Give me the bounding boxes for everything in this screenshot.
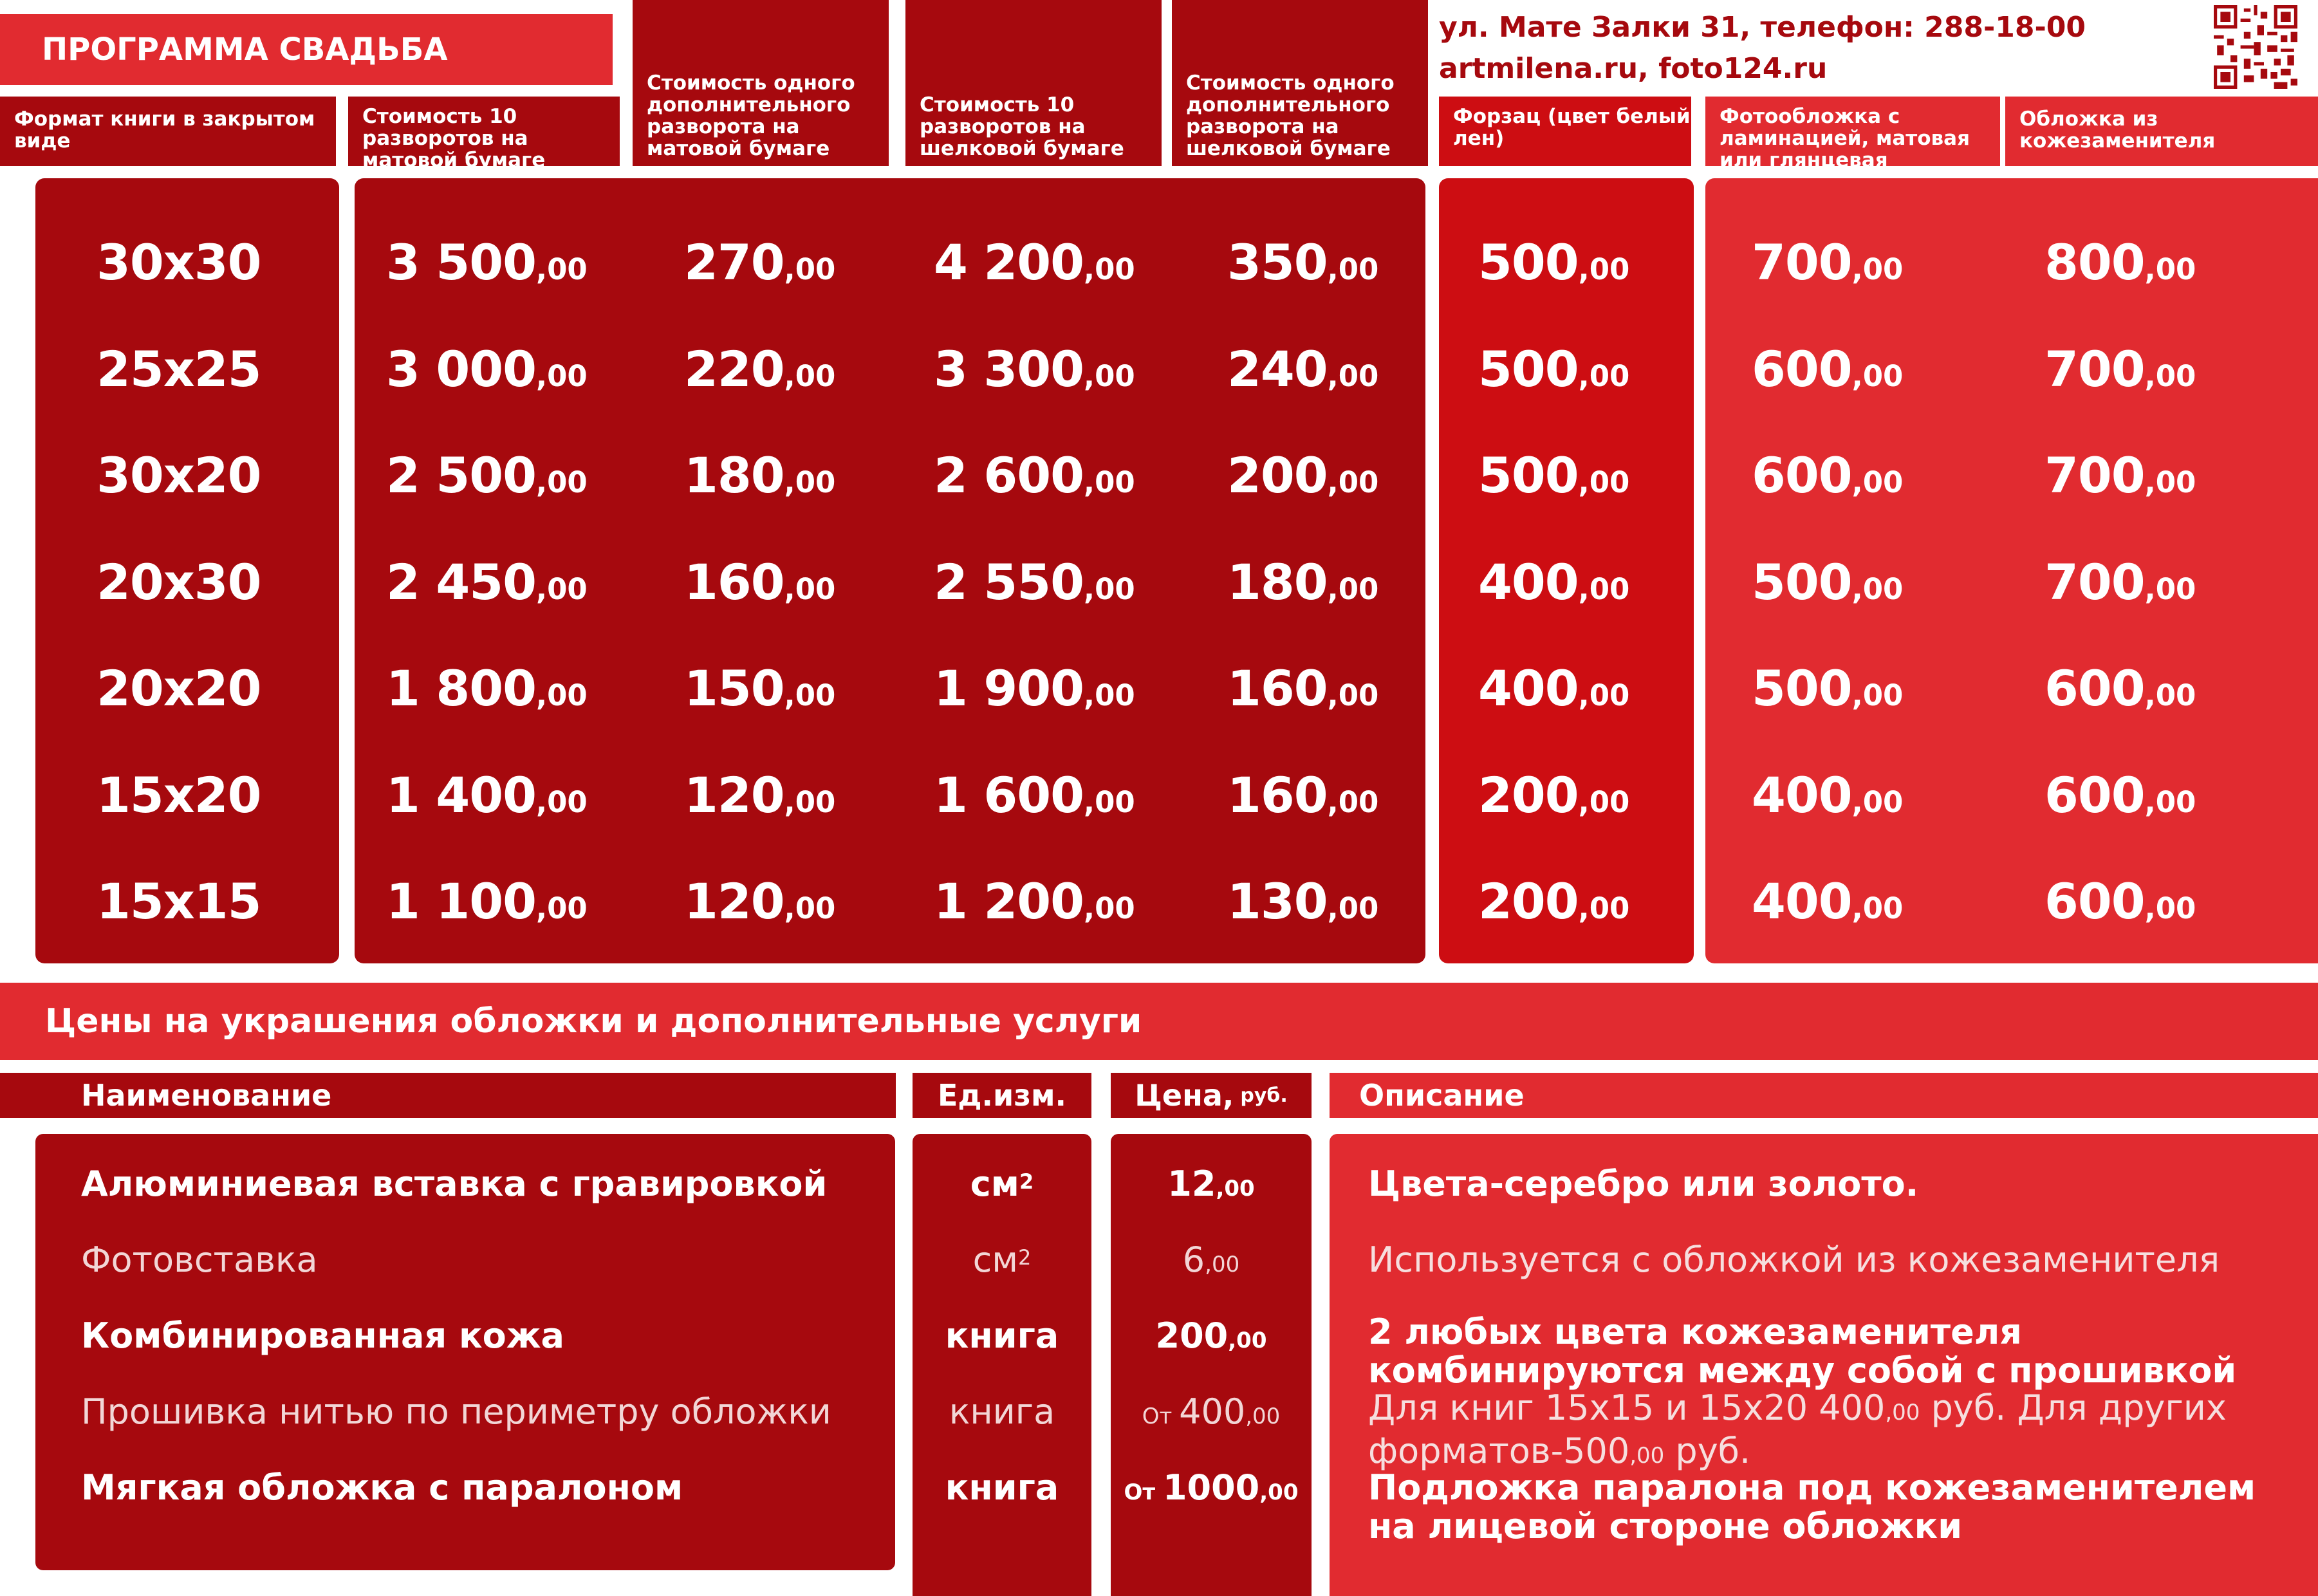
- price-cell-silk-extra: 160,00: [1227, 766, 1379, 824]
- price-cell-matte-extra: 270,00: [684, 234, 836, 291]
- service-price: 12,00: [1167, 1164, 1255, 1204]
- price-cell-leather-cover: 600,00: [2044, 766, 2196, 824]
- header-endpaper: Форзац (цвет белый лен): [1439, 97, 1691, 166]
- price-cell-photo-cover: 500,00: [1752, 660, 1904, 717]
- price-cell-format: 30x30: [97, 234, 261, 291]
- services-header-description: Описание: [1330, 1073, 2318, 1118]
- service-unit: книга: [949, 1391, 1055, 1432]
- price-cell-format: 25x25: [97, 340, 261, 398]
- service-name: Комбинированная кожа: [81, 1315, 564, 1356]
- price-cell-matte-extra: 160,00: [684, 553, 836, 611]
- header-silk-extra: Стоимость одного дополнительного разворота на шелковой бумаге: [1172, 0, 1428, 166]
- service-name: Прошивка нитью по периметру обложки: [81, 1391, 831, 1432]
- price-cell-matte-extra: 220,00: [684, 340, 836, 398]
- header-format: Формат книги в закрытом виде: [0, 97, 336, 166]
- price-cell-matte10: 1 400,00: [386, 766, 588, 824]
- services-header-price: Цена, руб.: [1111, 1073, 1312, 1118]
- price-cell-leather-cover: 700,00: [2044, 340, 2196, 398]
- price-cell-silk10: 2 550,00: [934, 553, 1135, 611]
- program-title: ПРОГРАММА СВАДЬБА: [42, 32, 448, 68]
- service-price: От 400,00: [1142, 1391, 1281, 1432]
- price-cell-matte10: 2 500,00: [386, 447, 588, 504]
- price-cell-silk-extra: 180,00: [1227, 553, 1379, 611]
- header-matte10: Стоимость 10 разворотов на матовой бумаге: [348, 97, 620, 166]
- price-cell-format: 20x30: [97, 553, 261, 611]
- price-cell-silk-extra: 200,00: [1227, 447, 1379, 504]
- price-cell-silk10: 1 200,00: [934, 873, 1135, 930]
- program-title-box: [0, 14, 613, 85]
- price-cell-format: 15x15: [97, 873, 261, 930]
- price-cell-format: 20x20: [97, 660, 261, 717]
- price-cell-silk10: 4 200,00: [934, 234, 1135, 291]
- service-unit: книга: [945, 1315, 1059, 1356]
- price-cell-format: 30x20: [97, 447, 261, 504]
- service-description: 2 любых цвета кожезаменителя комбинируются между собой с прошивкой: [1368, 1312, 2237, 1391]
- price-cell-photo-cover: 700,00: [1752, 234, 1904, 291]
- price-cell-silk-extra: 130,00: [1227, 873, 1379, 930]
- header-silk10: Стоимость 10 разворотов на шелковой бумаге: [905, 0, 1162, 166]
- price-cell-photo-cover: 500,00: [1752, 553, 1904, 611]
- services-section-title: Цены на украшения обложки и дополнительные услуги: [45, 1002, 1142, 1041]
- price-cell-leather-cover: 700,00: [2044, 553, 2196, 611]
- price-cell-photo-cover: 400,00: [1752, 766, 1904, 824]
- price-cell-endpaper: 500,00: [1478, 340, 1630, 398]
- price-cell-silk-extra: 350,00: [1227, 234, 1379, 291]
- price-cell-matte-extra: 180,00: [684, 447, 836, 504]
- price-cell-endpaper: 400,00: [1478, 660, 1630, 717]
- service-description: Цвета-серебро или золото.: [1368, 1164, 1919, 1204]
- price-cell-matte-extra: 150,00: [684, 660, 836, 717]
- service-price: 200,00: [1155, 1315, 1267, 1356]
- header-photo-cover: Фотообложка с ламинацией, матовая или глянцевая: [1705, 97, 2000, 166]
- price-cell-endpaper: 500,00: [1478, 234, 1630, 291]
- price-cell-matte10: 1 100,00: [386, 873, 588, 930]
- price-cell-photo-cover: 600,00: [1752, 340, 1904, 398]
- service-description: Для книг 15х15 и 15х20 400,00 руб. Для других форматов-500,00 руб.: [1368, 1387, 2227, 1471]
- price-cell-leather-cover: 800,00: [2044, 234, 2196, 291]
- price-cell-endpaper: 500,00: [1478, 447, 1630, 504]
- price-cell-leather-cover: 700,00: [2044, 447, 2196, 504]
- address-phone: ул. Мате Залки 31, телефон: 288-18-00: [1439, 11, 2086, 44]
- services-header-unit: Ед.изм.: [913, 1073, 1091, 1118]
- service-price: От 1000,00: [1124, 1467, 1299, 1508]
- price-cell-matte10: 1 800,00: [386, 660, 588, 717]
- service-description: Используется с обложкой из кожезаменителя: [1368, 1239, 2220, 1280]
- service-name: Фотовставка: [81, 1239, 318, 1280]
- price-cell-matte10: 3 500,00: [386, 234, 588, 291]
- price-cell-silk10: 1 900,00: [934, 660, 1135, 717]
- website-links[interactable]: artmilena.ru, foto124.ru: [1439, 52, 1828, 85]
- qr-code-icon: [2214, 5, 2297, 89]
- service-unit: $см^2$: [970, 1164, 1034, 1204]
- service-name: Алюминиевая вставка с гравировкой: [81, 1164, 828, 1204]
- price-cell-leather-cover: 600,00: [2044, 660, 2196, 717]
- header-leather-cover: Обложка из кожезаменителя: [2005, 97, 2318, 166]
- price-cell-matte-extra: 120,00: [684, 766, 836, 824]
- price-cell-silk10: 2 600,00: [934, 447, 1135, 504]
- service-name: Мягкая обложка с паралоном: [81, 1467, 683, 1508]
- price-cell-matte10: 2 450,00: [386, 553, 588, 611]
- price-cell-photo-cover: 600,00: [1752, 447, 1904, 504]
- services-header-name: Наименование: [0, 1073, 896, 1118]
- price-cell-format: 15x20: [97, 766, 261, 824]
- price-cell-endpaper: 200,00: [1478, 873, 1630, 930]
- services-section-title-bar: [0, 983, 2318, 1060]
- service-price: 6,00: [1182, 1239, 1240, 1280]
- price-cell-endpaper: 200,00: [1478, 766, 1630, 824]
- service-unit: книга: [945, 1467, 1059, 1508]
- price-cell-leather-cover: 600,00: [2044, 873, 2196, 930]
- header-matte-extra: Стоимость одного дополнительного разворота на матовой бумаге: [633, 0, 889, 166]
- price-cell-photo-cover: 400,00: [1752, 873, 1904, 930]
- price-cell-silk10: 3 300,00: [934, 340, 1135, 398]
- price-cell-matte10: 3 000,00: [386, 340, 588, 398]
- service-unit: $см^2$: [972, 1239, 1032, 1280]
- price-cell-silk-extra: 240,00: [1227, 340, 1379, 398]
- price-cell-matte-extra: 120,00: [684, 873, 836, 930]
- price-cell-silk-extra: 160,00: [1227, 660, 1379, 717]
- service-description: Подложка паралона под кожезаменителем на лицевой стороне обложки: [1368, 1467, 2256, 1546]
- price-cell-endpaper: 400,00: [1478, 553, 1630, 611]
- price-cell-silk10: 1 600,00: [934, 766, 1135, 824]
